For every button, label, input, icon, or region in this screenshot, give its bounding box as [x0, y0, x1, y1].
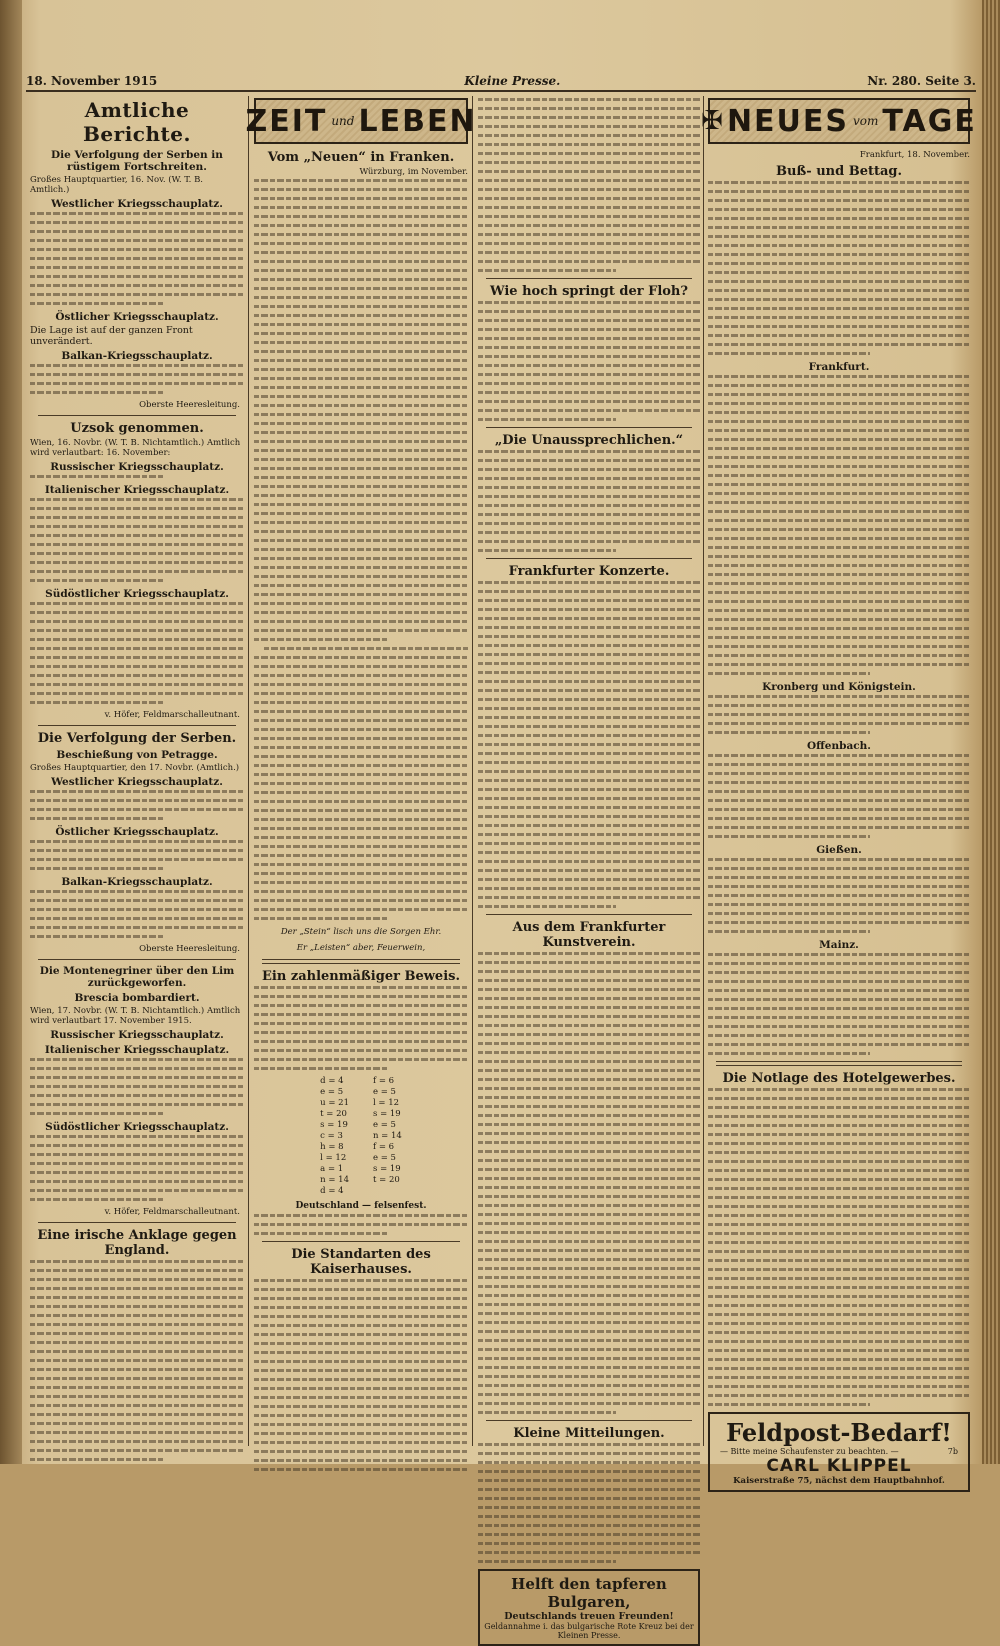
dateline: Würzburg, im November. — [359, 167, 468, 177]
section-title: Amtliche Berichte. — [83, 98, 191, 146]
column-official-reports — [30, 96, 244, 1451]
poem: Der „Stein“ lisch uns die Sorgen Ehr. — [280, 927, 442, 937]
subhead: Offenbach. — [807, 740, 871, 752]
article-body — [30, 475, 244, 478]
subhead: Balkan-Kriegsschauplatz. — [61, 350, 213, 362]
headline: Buß- und Bettag. — [775, 164, 903, 179]
dateline: Großes Hauptquartier, 16. Nov. (W. T. B. Amtlich.) — [30, 175, 204, 195]
subhead: Russischer Kriegsschauplatz. — [50, 1029, 224, 1041]
subhead: Frankfurt. — [808, 361, 870, 373]
subhead: Italienischer Kriegsschauplatz. — [44, 1044, 230, 1056]
subhead: Westlicher Kriegsschauplatz. — [51, 776, 223, 788]
masthead-neues-vom-tage: ✠ NEUES vom TAGE — [708, 98, 970, 144]
advertisement-feldpost: Feldpost-Bedarf! — Bitte meine Schaufenster zu beachten. — 7b CARL KLIPPEL Kaiserstraße 75, nächst dem Hauptbahnhof. — [708, 1412, 970, 1492]
headline: Uzsok genommen. — [70, 421, 204, 436]
article-body — [708, 754, 970, 838]
article-body — [478, 952, 700, 1414]
article-body — [30, 1058, 244, 1115]
subhead: Mainz. — [819, 939, 859, 951]
headline: „Die Unaussprechlichen.“ — [494, 433, 684, 448]
article-body — [478, 301, 700, 421]
headline: Die Verfolgung der Serben. — [37, 731, 237, 746]
article-body — [30, 602, 244, 704]
headline: Die Standarten des Kaiserhauses. — [291, 1247, 431, 1277]
column-divider — [703, 96, 704, 1446]
signature: Oberste Heeresleitung. — [139, 944, 240, 954]
headline: Ein zahlenmäßiger Beweis. — [262, 969, 460, 984]
article-body — [30, 498, 244, 582]
header-rule — [26, 90, 976, 92]
headline: Vom „Neuen“ in Franken. — [267, 150, 455, 165]
dateline: Frankfurt, 18. November. — [859, 150, 970, 160]
book-spine — [0, 0, 22, 1464]
signature: Oberste Heeresleitung. — [139, 400, 240, 410]
headline: Die Verfolgung der Serben in rüstigem Fortschreiten. — [51, 149, 223, 173]
headline: Die Montenegriner über den Lim zurückgeworfen. — [39, 965, 235, 989]
subhead: Russischer Kriegsschauplatz. — [50, 461, 224, 473]
column-feuilleton — [478, 96, 700, 1640]
paper-name: Kleine Presse. — [464, 74, 561, 88]
page-stack-edge — [982, 0, 1000, 1464]
poem: Er „Leisten“ aber, Feuerwein, — [296, 943, 426, 953]
letter-number-table: d = 4 e = 5 u = 21 t = 20 s = 19 c = 3 h = 8 l = 12 a = 1 n = 14 d = 4 f = 6 e = 5 l = 12 s = 19 e = 5 n = 14 f = 6 e = 5 s = 19 t = 20 — [320, 1076, 402, 1196]
issue-date: 18. November 1915 — [26, 74, 158, 88]
headline: Frankfurter Konzerte. — [508, 564, 670, 579]
article-body — [254, 647, 468, 920]
article-body — [708, 953, 970, 1055]
column-neues-vom-tage — [701, 96, 977, 1486]
subhead: Westlicher Kriegsschauplatz. — [51, 198, 223, 210]
article-body — [30, 364, 244, 394]
article-body — [478, 98, 700, 272]
signature: v. Höfer, Feldmarschalleutnant. — [104, 710, 240, 720]
column-zeit-und-leben — [245, 96, 477, 1451]
article-body — [708, 695, 970, 734]
subhead: Kronberg und Königstein. — [762, 681, 916, 693]
eagle-emblem-icon: ✠ — [701, 106, 723, 136]
subhead: Östlicher Kriegsschauplatz. — [55, 826, 219, 838]
dateline: Wien, 17. Novbr. (W. T. B. Nichtamtlich.) Amtlich wird verlautbart 17. November 1915. — [30, 1006, 241, 1026]
article-body — [708, 181, 970, 355]
headline: Aus dem Frankfurter Kunstverein. — [512, 920, 666, 950]
article-body — [30, 212, 244, 305]
dateline: Großes Hauptquartier, den 17. Novbr. (Amtlich.) — [30, 763, 240, 773]
article-body — [30, 840, 244, 870]
subhead: Balkan-Kriegsschauplatz. — [61, 876, 213, 888]
result-line: Deutschland — felsenfest. — [295, 1201, 427, 1211]
article-body — [478, 581, 700, 908]
subhead: Südöstlicher Kriegsschauplatz. — [45, 1121, 229, 1133]
headline: Eine irische Anklage gegen England. — [37, 1228, 237, 1258]
article-body — [254, 179, 468, 641]
article-body — [708, 375, 970, 675]
advertisement-bulgarians: Helft den tapferen Bulgaren, Deutschlands treuen Freunden! Geldannahme i. das bulgarische Rote Kreuz bei der Kleinen Presse. — [478, 1569, 700, 1646]
article-body — [30, 1260, 244, 1461]
issue-number: Nr. 280. Seite 3. — [867, 74, 976, 88]
masthead-zeit-und-leben: ZEIT und LEBEN — [254, 98, 468, 144]
headline: Brescia bombardiert. — [74, 992, 200, 1004]
article-body — [254, 986, 468, 1070]
headline: Beschießung von Petragge. — [56, 749, 218, 761]
column-divider — [472, 96, 473, 1446]
headline: Wie hoch springt der Floh? — [489, 284, 689, 299]
subhead: Östlicher Kriegsschauplatz. — [55, 311, 219, 323]
article-body — [30, 1135, 244, 1201]
article-body — [708, 858, 970, 933]
article-body — [478, 450, 700, 552]
subhead: Gießen. — [816, 844, 862, 856]
article-text: Die Lage ist auf der ganzen Front unverändert. — [30, 325, 193, 347]
article-body — [478, 1443, 700, 1563]
column-divider — [248, 96, 249, 1446]
article-body — [30, 790, 244, 820]
article-body — [708, 1088, 970, 1406]
running-head — [26, 70, 976, 92]
subhead: Italienischer Kriegsschauplatz. — [44, 484, 230, 496]
article-body — [30, 890, 244, 938]
headline: Die Notlage des Hotelgewerbes. — [722, 1071, 956, 1086]
headline: Kleine Mitteilungen. — [513, 1426, 665, 1441]
signature: v. Höfer, Feldmarschalleutnant. — [104, 1207, 240, 1217]
article-body — [254, 1279, 468, 1471]
subhead: Südöstlicher Kriegsschauplatz. — [45, 588, 229, 600]
article-body — [254, 1214, 468, 1235]
dateline: Wien, 16. Novbr. (W. T. B. Nichtamtlich.) Amtlich wird verlautbart: 16. November: — [30, 438, 241, 458]
